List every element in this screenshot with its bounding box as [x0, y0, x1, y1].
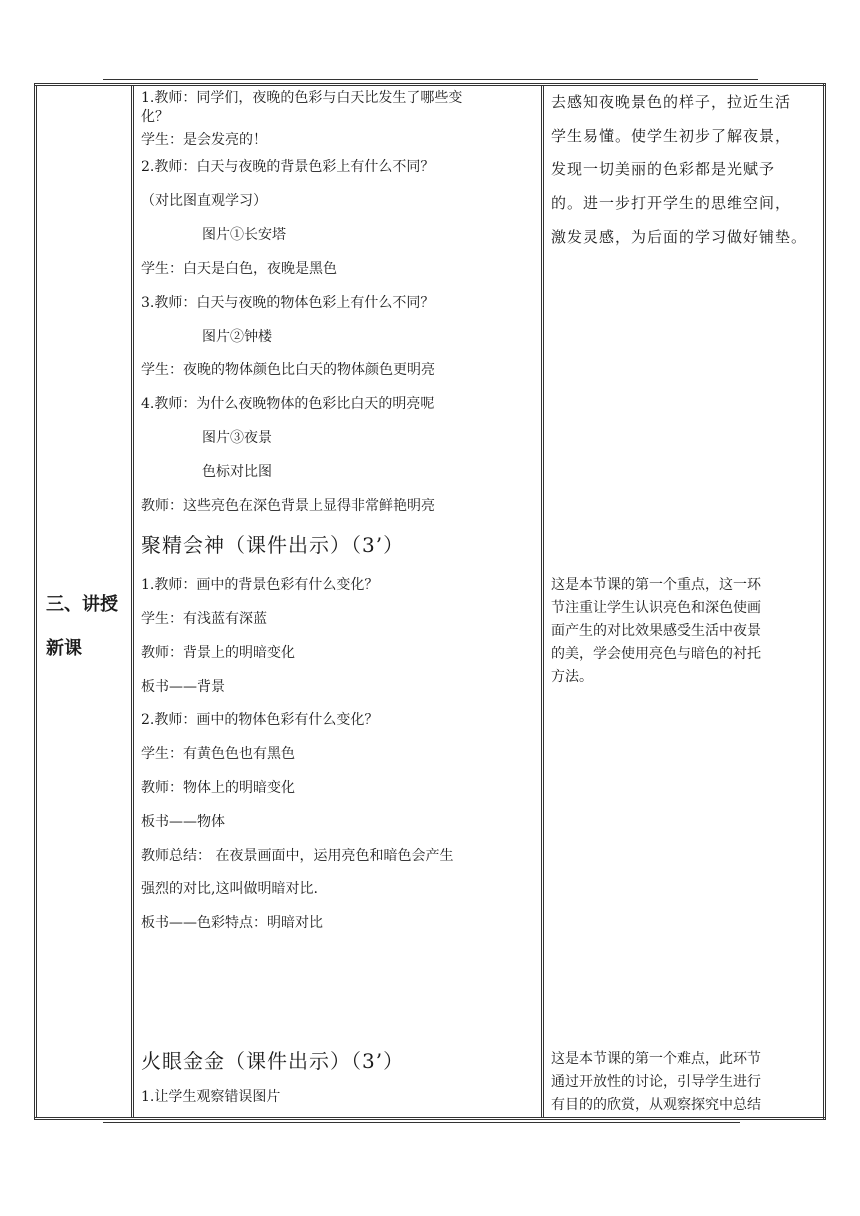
section-label-line2: 新课 — [46, 638, 82, 659]
mid-line-10: 学生：夜晚的物体颜色比白天的物体颜色更明亮 — [141, 362, 435, 378]
mid-line-1: 1.教师：同学们，夜晚的色彩与白天比发生了哪些变 — [141, 90, 463, 106]
right-line-3: 发现一切美丽的色彩都是光赋予 — [551, 160, 776, 178]
mid-line-26: 1.让学生观察错误图片 — [141, 1089, 281, 1105]
mid-line-4: 2.教师：白天与夜晚的背景色彩上有什么不同？ — [141, 159, 435, 175]
mid-line-21: 教师：物体上的明暗变化 — [141, 780, 295, 796]
table-bottom-border-inner — [34, 1119, 826, 1120]
mid-line-13: 色标对比图 — [202, 464, 272, 480]
mid-line-22: 板书——物体 — [141, 814, 225, 830]
top-rule — [103, 79, 758, 80]
mid-line-3: 学生：是会发亮的！ — [141, 132, 267, 148]
column-divider-1 — [131, 85, 132, 1118]
mid-line-11: 4.教师：为什么夜晚物体的色彩比白天的明亮呢 — [141, 396, 435, 412]
mid-line-5: （对比图直观学习） — [141, 193, 267, 209]
mid-line-15: 1.教师：画中的背景色彩有什么变化？ — [141, 577, 379, 593]
section-heading-2: 火眼金金（课件出示）（3’） — [141, 1049, 405, 1073]
section-label-line1: 三、讲授 — [46, 594, 118, 615]
mid-line-7: 学生：白天是白色，夜晚是黑色 — [141, 261, 337, 277]
mid-line-9: 图片②钟楼 — [202, 329, 272, 345]
table-left-border-inner — [36, 85, 37, 1118]
table-bottom-border — [34, 1117, 826, 1118]
right-line-1: 去感知夜晚景色的样子，拉近生活 — [551, 93, 792, 111]
mid-line-25: 板书——色彩特点：明暗对比 — [141, 915, 323, 931]
right-line-7: 节注重让学生认识亮色和深色使画 — [551, 600, 761, 616]
table-left-border — [34, 83, 35, 1120]
mid-line-24: 强烈的对比,这叫做明暗对比. — [141, 881, 318, 897]
mid-line-20: 学生：有黄色色也有黑色 — [141, 746, 295, 762]
mid-line-2: 化？ — [141, 109, 169, 125]
right-line-6: 这是本节课的第一个重点，这一环 — [551, 577, 761, 593]
mid-line-18: 板书——背景 — [141, 679, 225, 695]
mid-line-19: 2.教师：画中的物体色彩有什么变化？ — [141, 712, 379, 728]
right-line-9: 的美，学会使用亮色与暗色的衬托 — [551, 646, 761, 662]
mid-line-14: 教师：这些亮色在深色背景上显得非常鲜艳明亮 — [141, 498, 435, 514]
right-line-2: 学生易懂。使学生初步了解夜景， — [551, 127, 792, 145]
table-right-border-inner — [825, 83, 826, 1120]
bottom-rule — [103, 1122, 740, 1123]
mid-line-23: 教师总结： 在夜景画面中，运用亮色和暗色会产生 — [141, 848, 454, 864]
column-divider-2b — [543, 85, 544, 1118]
mid-line-16: 学生：有浅蓝有深蓝 — [141, 611, 267, 627]
right-line-10: 方法。 — [551, 669, 593, 685]
column-divider-2 — [541, 85, 542, 1118]
right-line-12: 通过开放性的讨论，引导学生进行 — [551, 1074, 761, 1090]
section-heading-1: 聚精会神（课件出示）（3’） — [141, 533, 405, 557]
right-line-4: 的。进一步打开学生的思维空间， — [551, 194, 792, 212]
right-line-11: 这是本节课的第一个难点，此环节 — [551, 1051, 761, 1067]
mid-line-12: 图片③夜景 — [202, 430, 272, 446]
right-line-13: 有目的的欣赏，从观察探究中总结 — [551, 1097, 761, 1113]
mid-line-6: 图片①长安塔 — [202, 227, 286, 243]
table-top-border-inner — [34, 85, 826, 86]
mid-line-8: 3.教师：白天与夜晚的物体色彩上有什么不同？ — [141, 295, 435, 311]
table-top-border — [34, 83, 826, 84]
column-divider-1b — [133, 85, 134, 1118]
mid-line-17: 教师：背景上的明暗变化 — [141, 645, 295, 661]
table-right-border — [823, 83, 824, 1120]
right-line-8: 面产生的对比效果感受生活中夜景 — [551, 623, 761, 639]
right-line-5: 激发灵感，为后面的学习做好铺垫。 — [551, 228, 808, 246]
